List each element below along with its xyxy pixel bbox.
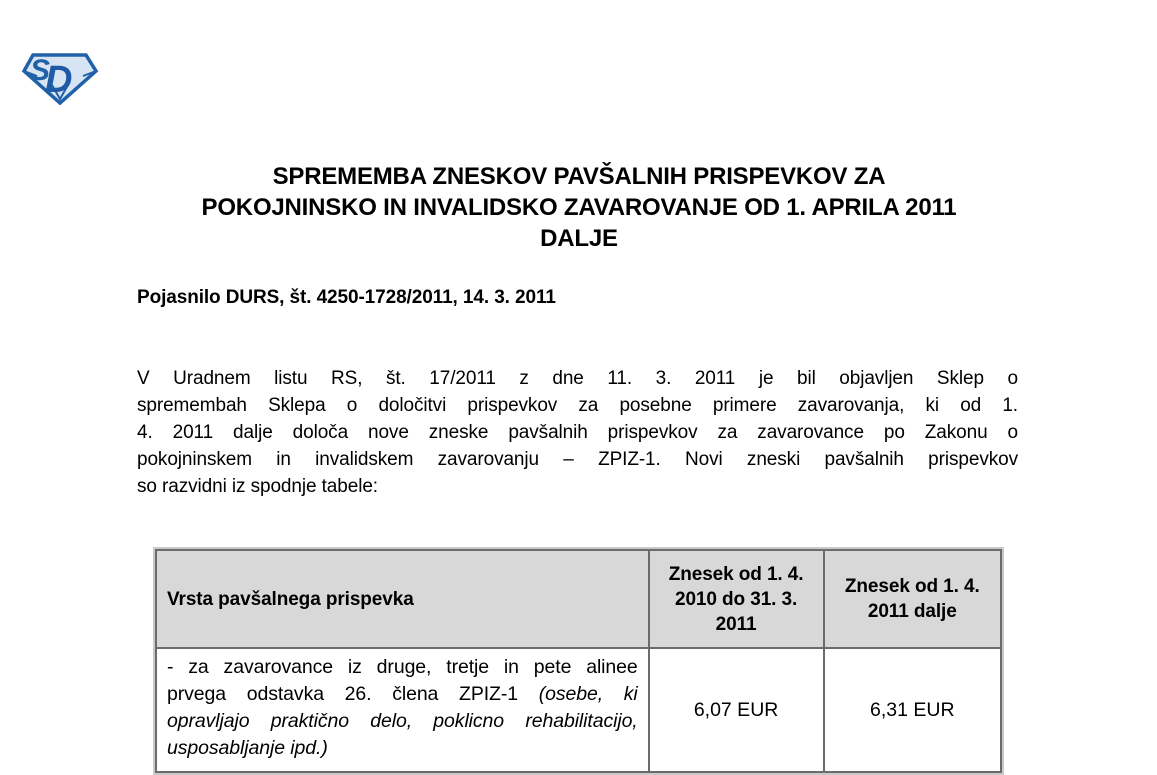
description-italic-text: (osebe, ki [538, 683, 638, 705]
header-amount-2011-on: Znesek od 1. 4. 2011 dalje [824, 550, 1001, 648]
document-subtitle: Pojasnilo DURS, št. 4250-1728/2011, 14. 3. 2011 [137, 287, 556, 308]
row-description-line [167, 681, 638, 708]
row-description-line [167, 708, 638, 735]
logo-letter-s: S [30, 54, 51, 87]
row-amount-2010-2011: 6,07 EUR [649, 648, 824, 772]
header-amount-2010-2011: Znesek od 1. 4. 2010 do 31. 3. 2011 [649, 550, 824, 648]
intro-paragraph [137, 365, 1018, 500]
table-header-row [156, 550, 1001, 648]
description-normal-text: - za zavarovance iz druge, tretje in pete alinee [167, 656, 638, 678]
table-row [156, 648, 1001, 772]
intro-line-2: spremembah Sklepa o določitvi prispevkov za posebne primere zavarovanja, ki od 1. [137, 395, 1018, 416]
row-description-cell [156, 648, 649, 772]
title-line-1: SPREMEMBA ZNESKOV PAVŠALNIH PRISPEVKOV ZA [272, 163, 886, 190]
contributions-table-grid [155, 549, 1002, 773]
title-line-3: DALJE [540, 225, 618, 252]
intro-line-5: so razvidni iz spodnje tabele: [137, 476, 378, 497]
logo-letter-d: D [45, 59, 73, 101]
title-line-2: POKOJNINSKO IN INVALIDSKO ZAVAROVANJE OD 1. APRILA 2011 [201, 194, 957, 221]
description-italic-text: usposabljanje ipd.) [167, 737, 328, 759]
description-italic-text: opravljajo praktično delo, poklicno rehabilitacijo, [167, 710, 638, 732]
sd-diamond-logo [22, 52, 98, 106]
document-title [134, 161, 1024, 254]
intro-line-1: V Uradnem listu RS, št. 17/2011 z dne 11. 3. 2011 je bil objavljen Sklep o [137, 368, 1018, 389]
row-description-line [167, 735, 638, 762]
header-contribution-type: Vrsta pavšalnega prispevka [156, 550, 649, 648]
row-amount-2011-on: 6,31 EUR [824, 648, 1001, 772]
row-description-line [167, 654, 638, 681]
description-normal-text: prvega odstavka 26. člena ZPIZ-1 [167, 683, 539, 705]
diamond-icon [22, 52, 98, 106]
intro-line-4: pokojninskem in invalidskem zavarovanju – ZPIZ-1. Novi zneski pavšalnih prispevkov [137, 449, 1018, 470]
intro-line-3: 4. 2011 dalje določa nove zneske pavšalnih prispevkov za zavarovance po Zakonu o [137, 422, 1018, 443]
contributions-table [153, 547, 1004, 775]
